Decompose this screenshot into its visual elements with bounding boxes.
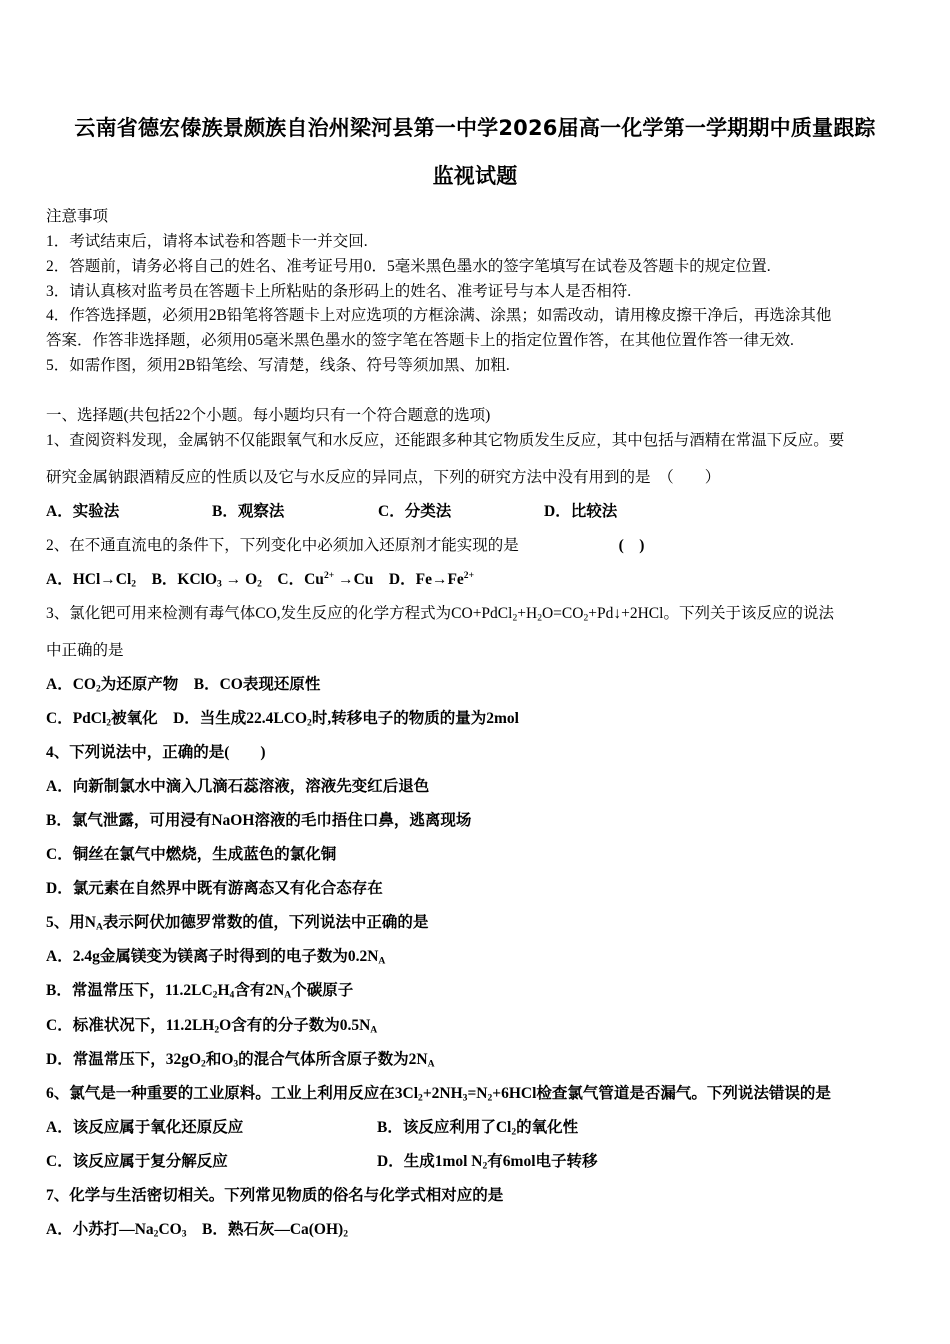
q4-option-a: A．向新制氯水中滴入几滴石蕊溶液，溶液先变红后退色 <box>46 778 430 795</box>
q1-stem-line1: 1、查阅资料发现，金属钠不仅能跟氧气和水反应，还能跟多种其它物质发生反应，其中包括与酒精在常温下反应。要 <box>46 432 845 449</box>
q7-option-a: A．小苏打$—Na_2CO_3$ <box>46 1221 187 1240</box>
q2-options <box>46 567 474 589</box>
exam-title-line1: 云南省德宏傣族景颇族自治州梁河县第一中学2026届高一化学第一学期期中质量跟踪 <box>74 116 876 140</box>
q7-stem: 7、化学与生活密切相关。下列常见物质的俗名与化学式相对应的是 <box>46 1187 504 1204</box>
q3-stem-line1: 3、氯化钯可用来检测有毒气体CO,发生反应的化学方程式为$CO+PdCl_2+H_2O=CO_2+Pd↓+2HCl$。下列关于该反应的说法 <box>46 605 834 624</box>
q6-options-cd <box>46 1149 906 1171</box>
q4-option-d: D．氯元素在自然界中既有游离态又有化合态存在 <box>46 880 383 897</box>
q6-option-c: C．该反应属于复分解反应 <box>46 1153 228 1170</box>
q4-option-b: B．氯气泄露，可用浸有NaOH溶液的毛巾捂住口鼻，逃离现场 <box>46 812 472 829</box>
section-heading: 一、选择题(共包括22个小题。每小题均只有一个符合题意的选项) <box>46 407 491 424</box>
q4-stem: 4、下列说法中，正确的是( ) <box>46 744 266 761</box>
q2-option-c: C．$Cu^{2+} \to Cu$ <box>277 570 374 588</box>
q3-option-d: D．当生成$22.4LCO_2$时,转移电子的物质的量为2mol <box>173 710 519 729</box>
q2-option-d: D．$Fe\to Fe^{2+}$ <box>388 570 475 588</box>
q2-stem-text: 2、在不通直流电的条件下，下列变化中必须加入还原剂才能实现的是 <box>46 537 519 554</box>
q5-option-c: C．标准状况下，$11.2LH_2O$含有的分子数为$0.5N_A$ <box>46 1017 378 1036</box>
q5-option-a: A．2.4g金属镁变为镁离子时得到的电子数为$0.2N_A$ <box>46 948 386 967</box>
q5-option-b: B．常温常压下，$11.2LC_2H_4$含有$2N_A$个碳原子 <box>46 982 354 1001</box>
q1-option-b: B．观察法 <box>212 503 285 520</box>
q2-answer-paren: ( ) <box>618 537 645 554</box>
q6-option-a: A．该反应属于氧化还原反应 <box>46 1119 244 1136</box>
q5-option-d: D．常温常压下，$32gO_2$和$O_3$的混合气体所含原子数为$2N_A$ <box>46 1051 435 1070</box>
notice-item-1: 1．考试结束后，请将本试卷和答题卡一并交回. <box>46 233 368 250</box>
notice-item-5: 5．如需作图，须用2B铅笔绘、写清楚，线条、符号等须加黑、加粗. <box>46 357 510 374</box>
q7-options-ab <box>46 1217 348 1239</box>
q2-option-b: B．KClO$_3$ → $O_2$ <box>151 571 262 590</box>
q1-option-a: A．实验法 <box>46 503 120 520</box>
q5-stem: 5、用$N_A$表示阿伏加德罗常数的值，下列说法中正确的是 <box>46 914 429 933</box>
notice-item-4: 4．作答选择题，必须用2B铅笔将答题卡上对应选项的方框涂满、涂黑；如需改动，请用橡皮擦干净后，再选涂其他 <box>46 307 832 324</box>
q3-stem-line2: 中正确的是 <box>46 642 124 659</box>
q1-stem-line2: 研究金属钠跟酒精反应的性质以及它与水反应的异同点，下列的研究方法中没有用到的是 （ ） <box>46 469 721 486</box>
q6-option-b: B．该反应利用了$Cl_2$的氧化性 <box>377 1119 579 1138</box>
q6-option-d: D．生成1mol $N_2$有6mol电子转移 <box>377 1153 598 1172</box>
q3-option-c: C．PdCl$_2$被氧化 <box>46 710 158 729</box>
q1-options <box>46 499 617 521</box>
exam-title-line2: 监视试题 <box>432 164 518 188</box>
q7-option-b: B．熟石灰$—Ca(OH)_2$ <box>201 1221 348 1240</box>
q3-options-ab <box>46 672 320 694</box>
q6-stem: 6、氯气是一种重要的工业原料。工业上利用反应在$3Cl_2+2NH_3=N_2+6HCl$检查氯气管道是否漏气。下列说法错误的是 <box>46 1085 831 1104</box>
q6-options-ab <box>46 1115 906 1137</box>
notice-item-2: 2．答题前，请务必将自己的姓名、准考证号用0．5毫米黑色墨水的签字笔填写在试卷及答题卡的规定位置. <box>46 258 771 275</box>
q1-option-c: C．分类法 <box>378 503 452 520</box>
q3-option-a: A．$CO_2$为还原产物 <box>46 676 179 695</box>
q1-option-d: D．比较法 <box>544 503 618 520</box>
notice-heading: 注意事项 <box>46 208 109 225</box>
q4-option-c: C．铜丝在氯气中燃烧，生成蓝色的氯化铜 <box>46 846 337 863</box>
q2-option-a: A．$HCl\to Cl_2$ <box>46 571 137 590</box>
q2-stem <box>46 533 644 555</box>
notice-item-4-cont: 答案．作答非选择题，必须用05毫米黑色墨水的签字笔在答题卡上的指定位置作答，在其他位置作答一律无效. <box>46 332 794 349</box>
q3-option-b: B．CO表现还原性 <box>193 676 321 693</box>
q3-options-cd <box>46 706 519 728</box>
notice-item-3: 3．请认真核对监考员在答题卡上所粘贴的条形码上的姓名、准考证号与本人是否相符. <box>46 283 632 300</box>
